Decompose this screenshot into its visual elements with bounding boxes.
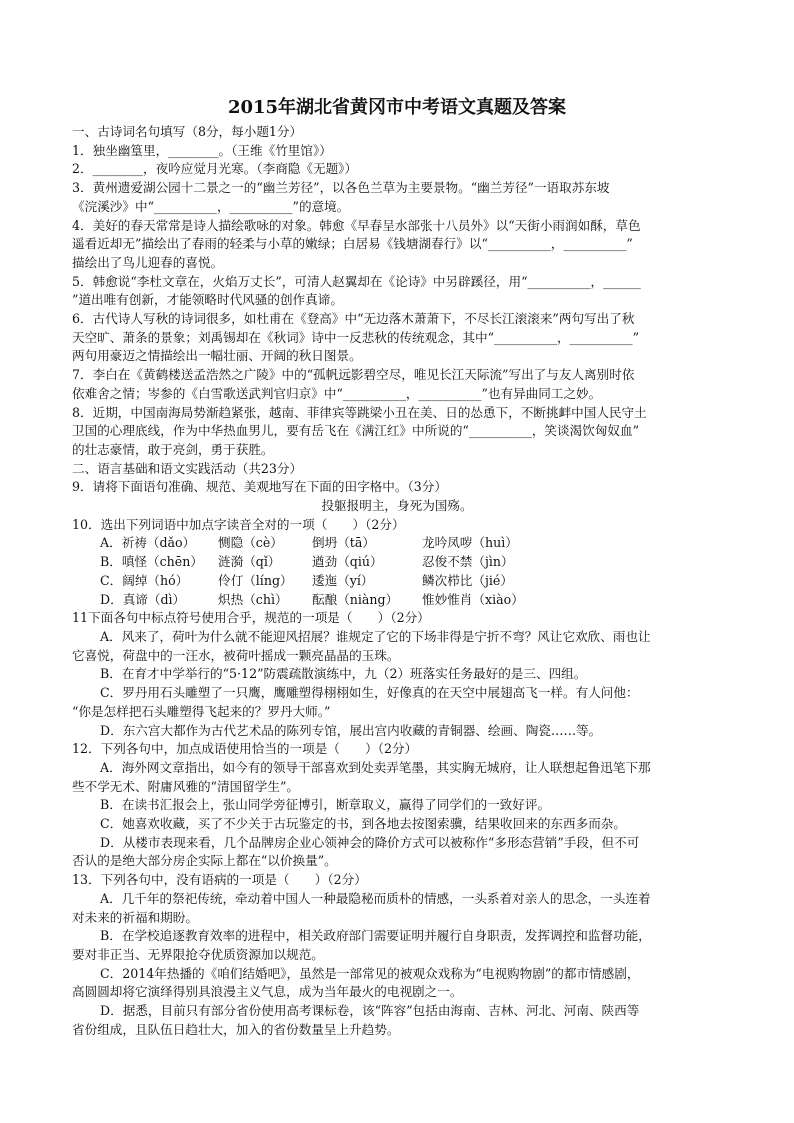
option-cell: B．嗔怪（chēn） xyxy=(100,554,203,570)
option-cell: 倒坍（tā） xyxy=(312,535,375,551)
question-stem: 13．下列各句中，没有语病的一项是（ ）（2分） xyxy=(72,872,367,888)
question-stem: 9．请将下面语句准确、规范、美观地写在下面的田字格中。（3分） xyxy=(72,479,447,495)
option-line: D．从楼市表现来看，几个品牌房企业心领神会的降价方式可以被称作“多形态营销”手段，但不可 xyxy=(100,834,640,850)
option-line: 它喜悦，荷盘中的一汪水，被荷叶摇成一颗亮晶晶的玉珠。 xyxy=(72,647,400,663)
option-line: D．东六宫大都作为古代艺术品的陈列专馆，展出宫内收藏的青铜器、绘画、陶瓷……等。 xyxy=(100,722,602,738)
option-line: A．风来了，荷叶为什么就不能迎风招展？谁规定了它的下场非得是宁折不弯？风让它欢欣、雨也让 xyxy=(100,628,651,644)
option-line: B．在育才中学举行的“5·12”防震疏散演练中，九（2）班落实任务最好的是三、四组。 xyxy=(100,666,587,682)
option-line: 要对非正当、无界限抢夺优质资源加以规范。 xyxy=(72,946,324,962)
option-cell: 忍俊不禁（jìn） xyxy=(422,554,514,570)
option-cell: A．祈祷（dǎo） xyxy=(100,535,196,551)
option-cell: 炽热（chì） xyxy=(218,591,288,607)
text-line: 天空旷、萧条的景象；刘禹锡却在《秋词》诗中一反悲秋的传统观念，其中“__________，__________” xyxy=(72,329,640,345)
document-page xyxy=(72,96,722,1039)
option-line: B．在读书汇报会上，张山同学旁征博引，断章取义，赢得了同学们的一致好评。 xyxy=(100,797,551,813)
section-heading: 一、古诗词名句填写（8分，每小题1分） xyxy=(72,124,303,139)
option-line: B．在学校追逐教育效率的进程中，相关政府部门需要证明并履行自身职责，发挥调控和监督功能， xyxy=(100,928,651,944)
text-line: 卫国的心理底线，作为中华热血男儿，要有岳飞在《满江红》中所说的“__________，笑谈渴饮匈奴血” xyxy=(72,423,640,439)
option-cell: 遒劲（qiú） xyxy=(312,554,383,570)
text-line: 的壮志豪情，敢于亮剑，勇于获胜。 xyxy=(72,441,274,457)
option-cell: C．阔绰（hó） xyxy=(100,572,189,588)
option-line: “你是怎样把石头雕塑得飞起来的？罗丹大师。” xyxy=(72,703,331,719)
question-stem: 12．下列各句中，加点成语使用恰当的一项是（ ）（2分） xyxy=(72,741,418,757)
option-line: C．她喜欢收藏，买了不少关于古玩鉴定的书，到各地去按图索骥，结果收回来的东西多而杂。 xyxy=(100,816,626,832)
text-line: 两句用豪迈之情描绘出一幅壮丽、开阔的秋日图景。 xyxy=(72,348,362,364)
option-line: A．海外网文章指出，如今有的领导干部喜欢到处卖弄笔墨，其实胸无城府，让人联想起鲁迅笔下那 xyxy=(100,759,651,775)
option-row xyxy=(72,572,722,591)
question-stem: 11下面各句中标点符号使用合乎，规范的一项是（ ）（2分） xyxy=(72,610,430,626)
question-stem: 10．选出下列词语中加点字读音全对的一项（ ）（2分） xyxy=(72,516,405,532)
text-line: 6．古代诗人写秋的诗词很多，如杜甫在《登高》中“无边落木萧萧下，不尽长江滚滚来”两句写出了秋 xyxy=(72,311,635,327)
option-cell: 恻隐（cè） xyxy=(218,535,283,551)
option-cell: 龙吟凤哕（huì） xyxy=(422,535,518,551)
option-line: A．几千年的祭祀传统，牵动着中国人一种最隐秘而质朴的情感，一头系着对亲人的思念，一头连着 xyxy=(100,890,651,906)
text-line: 遥看近却无”描绘出了春雨的轻柔与小草的嫩绿；白居易《钱塘湖春行》以“__________，__________” xyxy=(72,236,633,252)
option-line: 对未来的祈福和期盼。 xyxy=(72,909,198,925)
option-row xyxy=(72,553,722,572)
text-line: 2．________，夜吟应觉月光寒。（李商隐《无题》） xyxy=(72,161,358,177)
option-cell: D．真谛（dì） xyxy=(100,591,186,607)
option-line: 高圆圆却将它演绎得别具浪漫主义气息，成为当年最火的电视剧之一。 xyxy=(72,984,463,1000)
option-cell: 鳞次栉比（jié） xyxy=(422,572,513,588)
copy-sentence: 投躯报明主，身死为国殇。 xyxy=(321,498,473,514)
text-line: ”道出唯有创新，才能领略时代风骚的创作真谛。 xyxy=(72,292,343,308)
option-line: C．2014年热播的《咱们结婚吧》，虽然是一部常见的被观众戏称为“电视购物剧”的都市情感剧， xyxy=(100,965,640,981)
option-cell: 酝酿（niàng） xyxy=(312,591,399,607)
option-row xyxy=(72,591,722,610)
page-title: 2015年湖北省黄冈市中考语文真题及答案 xyxy=(227,97,567,118)
text-line: 3．黄州遗爱湖公园十二景之一的“幽兰芳径”，以各色兰草为主要景物。“幽兰芳径”一语取苏东坡 xyxy=(72,180,610,196)
text-line: 4．美好的春天常常是诗人描绘歌咏的对象。韩愈《早春呈水部张十八员外》以“天街小雨润如酥，草色 xyxy=(72,217,641,233)
option-cell: 惟妙惟肖（xiào） xyxy=(422,591,524,607)
text-line: 7．李白在《黄鹤楼送孟浩然之广陵》中的“孤帆远影碧空尽，唯见长江天际流”写出了与友人离别时依 xyxy=(72,367,635,383)
option-line: D．据悉，目前只有部分省份使用高考课标卷，该“阵容”包括由海南、吉林、河北、河南、陕西等 xyxy=(100,1003,640,1019)
text-line: 1．独坐幽篁里，________。（王维《竹里馆》） xyxy=(72,142,332,158)
text-line: 8．近期，中国南海局势渐趋紧张，越南、菲律宾等跳梁小丑在美、日的怂恿下，不断挑衅中国人民守土 xyxy=(72,404,647,420)
option-row xyxy=(72,534,722,553)
text-line: 依难舍之情；岑参的《白雪歌送武判官归京》中“__________，__________”也有异曲同工之妙。 xyxy=(72,385,602,401)
option-line: C．罗丹用石头雕塑了一只鹰，鹰雕塑得栩栩如生，好像真的在天空中展翅高飞一样。有人问他： xyxy=(100,685,639,701)
option-cell: 涟漪（qǐ） xyxy=(218,554,281,570)
option-line: 省份组成，且队伍日趋壮大，加入的省份数量呈上升趋势。 xyxy=(72,1021,400,1037)
text-line: 描绘出了鸟儿迎春的喜悦。 xyxy=(72,254,224,270)
option-cell: 逶迤（yí） xyxy=(312,572,374,588)
option-line: 些不学无术、附庸风雅的“清国留学生”。 xyxy=(72,778,299,794)
option-line: 否认的是绝大部分房企实际上都在“以价换量”。 xyxy=(72,853,337,869)
option-cell: 伶仃（líng） xyxy=(218,572,293,588)
section-heading: 二、语言基础和语文实践活动（共23分） xyxy=(72,460,303,476)
text-line: 《浣溪沙》中“__________，__________”的意境。 xyxy=(72,198,350,214)
text-line: 5．韩愈说“李杜文章在，火焰万丈长”，可清人赵翼却在《论诗》中另辟蹊径，用“__________，______ xyxy=(72,273,641,289)
